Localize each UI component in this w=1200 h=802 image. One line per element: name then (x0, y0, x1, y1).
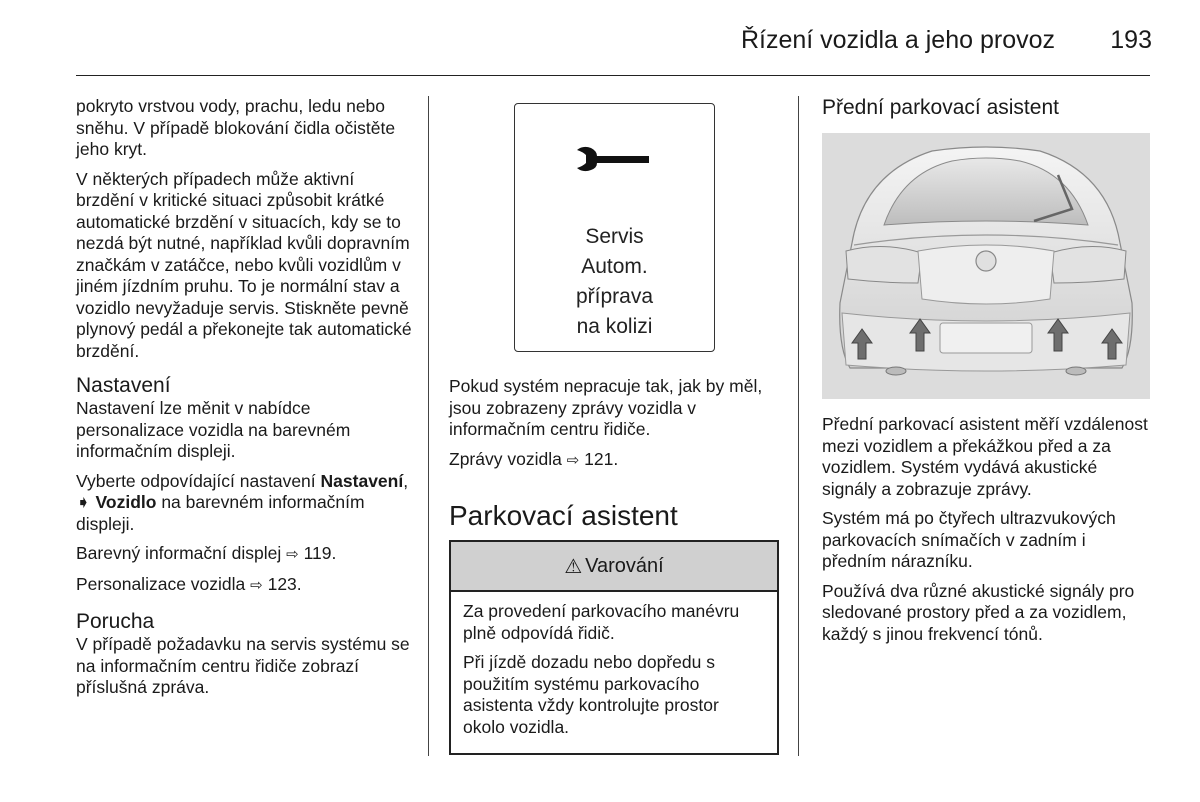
display-line: Autom. (581, 255, 648, 278)
page-ref: 119. (303, 543, 337, 563)
warning-body (451, 592, 777, 738)
page-ref: 123. (267, 573, 302, 594)
warning-box (449, 540, 779, 755)
column-divider-right (798, 96, 799, 756)
paragraph: Pokud systém nepracuje tak, jak by měl, jsou zobrazeny zprávy vozidla v informačním centru řidiče. (449, 376, 763, 439)
subsection-heading-front-parking-assist: Přední parkovací asistent (822, 96, 1059, 119)
warning-paragraph: Za provedení parkovacího manévru plně odpovídá řidič. (463, 601, 740, 643)
wrench-icon (575, 144, 651, 174)
column-divider-left (428, 96, 429, 756)
page-header-title: Řízení vozidla a jeho provoz (740, 26, 1055, 54)
subheading-porucha: Porucha (76, 610, 155, 633)
text: Personalizace vozidla (76, 573, 246, 594)
display-message (515, 222, 714, 342)
cross-reference (76, 574, 416, 597)
warning-title: Varování (585, 554, 664, 577)
display-line: na kolizi (576, 315, 653, 338)
paragraph: V některých případech může aktivní brzdění v kritické situaci způsobit krátké automatické brzdění v situacích, kdy se to nezdá být nutné, například kvůli dopravním značkám v zatáčce, nebo kvůli vozidlům v jiném jízdním pruhu. To je normální stav a vozidlo nevyžaduje servis. Stiskněte pevně plynový pedál a překonejte tak automatické brzdění. (76, 168, 412, 361)
page-ref-icon: ⇨ (286, 546, 299, 563)
text: Zprávy vozidla (449, 448, 562, 469)
paragraph: Přední parkovací asistent měří vzdálenost mezi vozidlem a překážkou před a za vozidlem. Systém vydává akustické signály a zobrazuje zprávy. (822, 414, 1148, 499)
cross-reference (449, 449, 779, 472)
header-rule (76, 75, 1150, 76)
display-line: Servis (585, 225, 644, 248)
text: na barevném informačním displeji. (76, 492, 365, 534)
car-rear-drawing (822, 133, 1150, 399)
page-ref-icon: ⇨ (250, 576, 263, 594)
bold-term: Vozidlo (95, 492, 157, 512)
paragraph: Systém má po čtyřech ultrazvukových parkovacích snímačích v zadním i předním nárazníku. (822, 508, 1116, 571)
subheading-nastaveni: Nastavení (76, 374, 171, 397)
warning-header (451, 542, 777, 592)
separator: , ➧ (76, 470, 409, 512)
paragraph: Používá dva různé akustické signály pro sledované prostory před a za vozidlem, každý s jinou frekvencí tónů. (822, 580, 1135, 644)
driver-info-display (514, 103, 715, 352)
warning-paragraph: Při jízdě dozadu nebo dopředu s použitím systému parkovacího asistenta vždy kontrolujte prostor okolo vozidla. (463, 652, 719, 737)
text: Barevný informační displej (76, 543, 282, 563)
car-rear-sensor-illustration (822, 133, 1150, 399)
section-heading-parking-assist: Parkovací asistent (449, 500, 678, 531)
text: Vyberte odpovídající nastavení (76, 470, 316, 491)
paragraph-settings-path (76, 471, 416, 536)
column-left (76, 96, 416, 707)
warning-triangle-icon: ⚠ (564, 555, 583, 578)
paragraph: V případě požadavku na servis systému se na informačním centru řidiče zobrazí příslušná zpráva. (76, 634, 410, 697)
column-right (822, 414, 1152, 653)
page-ref: 121. (584, 448, 619, 469)
bold-term: Nastavení (320, 470, 404, 491)
page-ref-icon: ⇨ (566, 451, 580, 469)
cross-reference (76, 543, 416, 566)
paragraph: pokryto vrstvou vody, prachu, ledu nebo sněhu. V případě blokování čidla očistěte jeho kryt. (76, 96, 396, 159)
display-line: příprava (575, 285, 654, 308)
paragraph: Nastavení lze měnit v nabídce personalizace vozidla na barevném informačním displeji. (76, 398, 351, 461)
page-number: 193 (1110, 26, 1152, 54)
column-middle (449, 376, 779, 479)
